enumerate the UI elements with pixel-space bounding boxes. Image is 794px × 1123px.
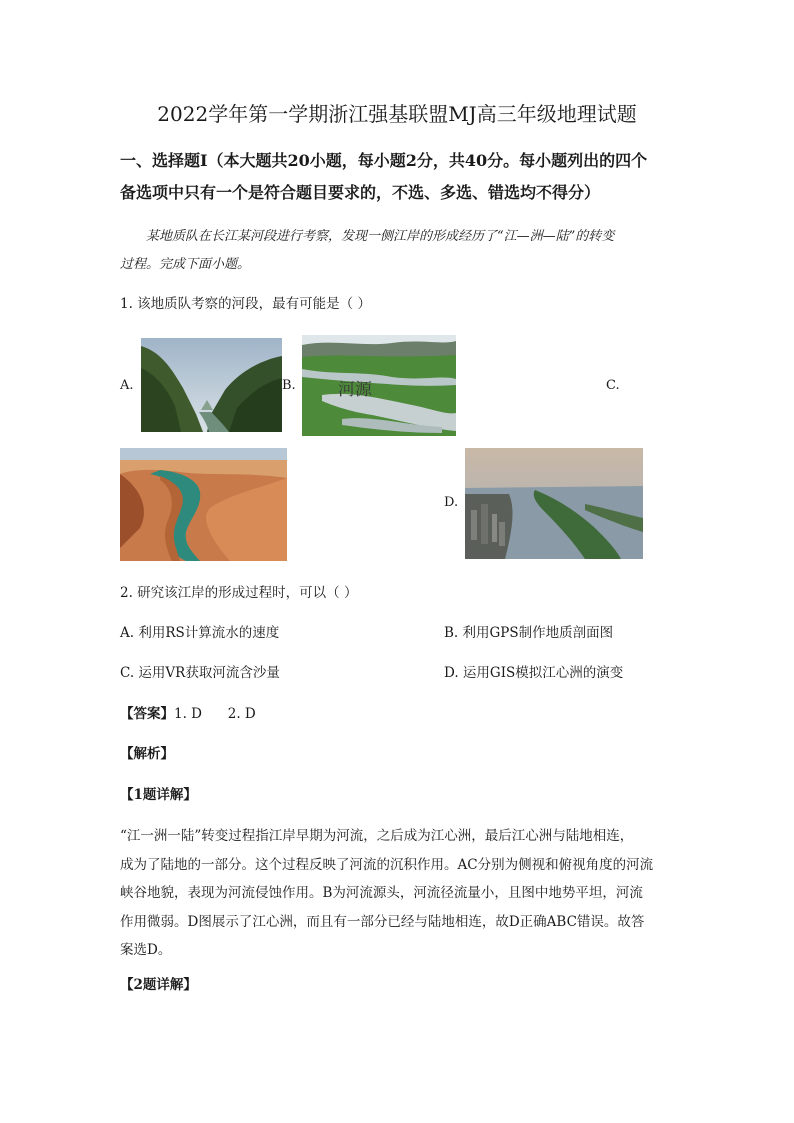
answer-tag: 【答案】: [120, 706, 174, 722]
q2-option-b: B. 利用GPS制作地质剖面图: [444, 625, 614, 641]
q2-option-c: C. 运用VR获取河流含沙量: [120, 665, 280, 681]
q1-label-d: D.: [444, 495, 459, 510]
analysis-tag: 【解析】: [120, 746, 174, 762]
q2-option-a: A. 利用RS计算流水的速度: [120, 625, 280, 641]
detail1-line: 峡谷地貌，表现为河流侵蚀作用。B为河流源头，河流径流量小，且图中地势平坦，河流: [120, 885, 643, 901]
q1-image-a-gorge: [141, 338, 282, 432]
q1-label-c: C.: [606, 378, 620, 393]
page-title: 2022学年第一学期浙江强基联盟MJ高三年级地理试题: [157, 102, 637, 126]
detail1-line: 案选D。: [120, 942, 172, 958]
intro-line2: 过程。完成下面小题。: [120, 257, 251, 272]
q1-image-b-river-source: [302, 335, 456, 436]
answer-row: [120, 704, 256, 724]
intro-line1: 某地质队在长江某河段进行考察，发现一侧江岸的形成经历了“江—洲—陆”的转变: [146, 229, 615, 244]
q1-b-watermark: 河源: [338, 380, 372, 400]
answer-text: 1. D 2. D: [174, 706, 256, 722]
detail1-line: 作用微弱。D图展示了江心洲，而且有一部分已经与陆地相连，故D正确ABC错误。故答: [120, 913, 645, 930]
detail2-tag: 【2题详解】: [120, 977, 197, 993]
section-heading-line1: 一、选择题Ⅰ（本大题共20小题，每小题2分，共40分。每小题列出的四个: [120, 151, 648, 170]
q1-image-d-river-island: [465, 448, 643, 559]
q1-image-c-canyon: [120, 448, 287, 561]
section-heading-line2: 备选项中只有一个是符合题目要求的，不选、多选、错选均不得分）: [120, 183, 601, 202]
q2-option-d: D. 运用GIS模拟江心洲的演变: [444, 665, 624, 681]
detail1-tag: 【1题详解】: [120, 787, 197, 803]
detail1-paragraph: [120, 822, 676, 965]
q2-stem: 2. 研究该江岸的形成过程时，可以（ ）: [120, 585, 358, 601]
q1-stem: 1. 该地质队考察的河段，最有可能是（ ）: [120, 296, 371, 312]
detail1-line: “江一洲一陆”转变过程指江岸早期为河流，之后成为江心洲，最后江心洲与陆地相连，: [120, 828, 634, 844]
q1-label-a: A.: [120, 378, 134, 393]
q1-label-b: B.: [282, 378, 296, 393]
detail1-line: 成为了陆地的一部分。这个过程反映了河流的沉积作用。AC分别为侧视和俯视角度的河流: [120, 856, 654, 873]
